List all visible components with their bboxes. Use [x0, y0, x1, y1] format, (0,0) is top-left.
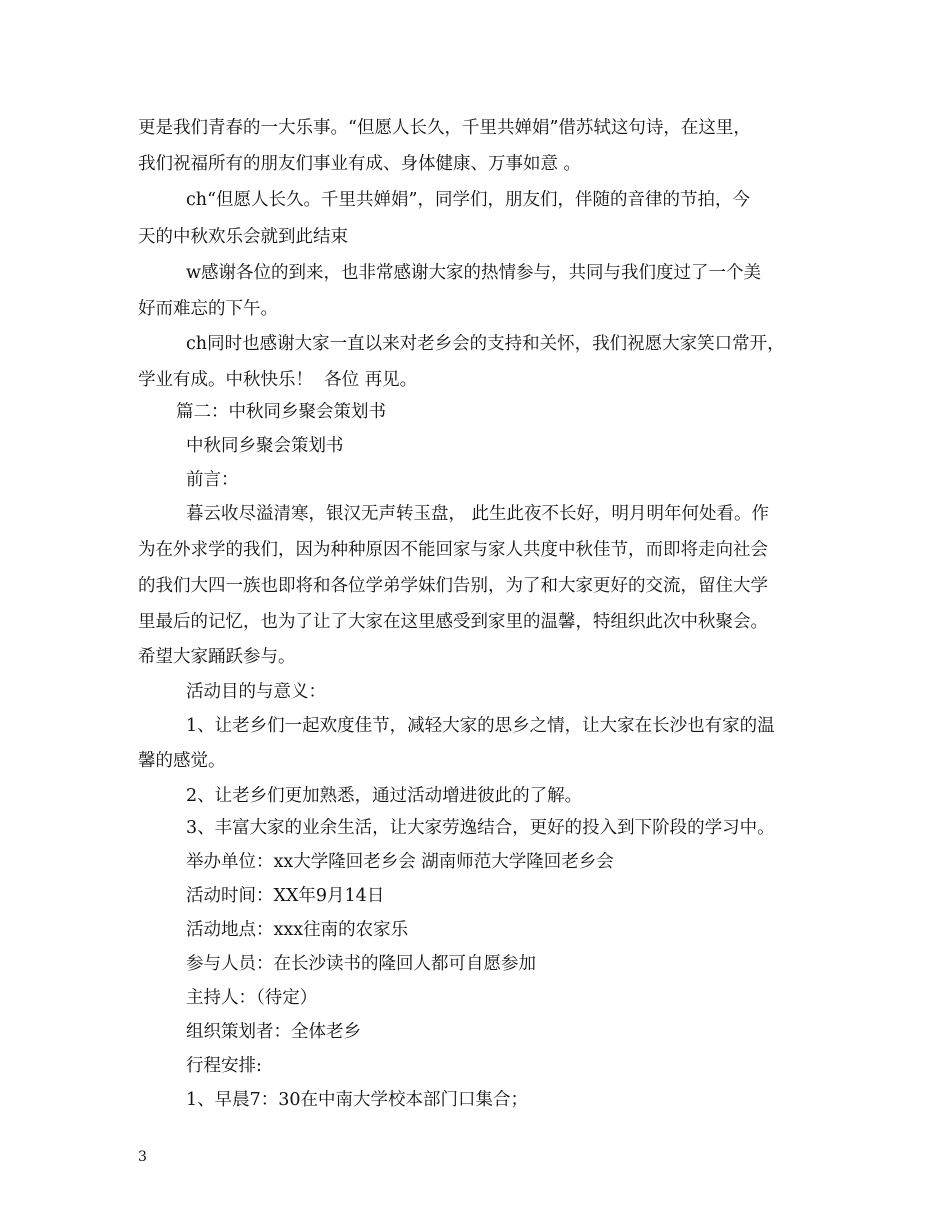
subheading: 前言：	[186, 470, 239, 490]
body-text-line: 里最后的记忆，也为了让了大家在这里感受到家里的温馨，特组织此次中秋聚会。	[138, 612, 768, 632]
section-heading: 篇二：中秋同乡聚会策划书	[176, 402, 386, 422]
info-line: 活动时间：XX年9月14日	[186, 886, 385, 906]
info-line: 参与人员：在长沙读书的隆回人都可自愿参加	[186, 954, 536, 974]
document-title: 中秋同乡聚会策划书	[186, 436, 344, 456]
info-line: 举办单位：xx大学隆回老乡会 湖南师范大学隆回老乡会	[186, 852, 614, 872]
body-text-line: ch“但愿人长久。千里共婵娟”，同学们，朋友们，伴随的音律的节拍，今	[186, 190, 750, 210]
list-item-continuation: 馨的感觉。	[138, 751, 226, 771]
body-text-line: 好而难忘的下午。	[138, 299, 278, 319]
list-item: 1、让老乡们一起欢度佳节，减轻大家的思乡之情，让大家在长沙也有家的温	[186, 716, 775, 736]
body-text-line: 希望大家踊跃参与。	[138, 647, 296, 667]
info-line: 活动地点：xxx往南的农家乐	[186, 920, 409, 940]
body-text-line: w感谢各位的到来，也非常感谢大家的热情参与，共同与我们度过了一个美	[186, 263, 761, 283]
body-text-line: 更是我们青春的一大乐事。“但愿人长久，千里共婵娟”借苏轼这句诗，在这里，	[138, 118, 751, 138]
list-item: 3、丰富大家的业余生活，让大家劳逸结合，更好的投入到下阶段的学习中。	[186, 818, 775, 838]
body-text-line: 我们祝福所有的朋友们事业有成、身体健康、万事如意 。	[138, 154, 582, 174]
body-text-line: 天的中秋欢乐会就到此结束	[138, 227, 348, 247]
list-item: 2、让老乡们更加熟悉，通过活动增进彼此的了解。	[186, 786, 583, 806]
body-text-line: 学业有成。中秋快乐！ 各位 再见。	[138, 370, 418, 390]
body-text-line: 的我们大四一族也即将和各位学弟学妹们告别，为了和大家更好的交流，留住大学	[138, 576, 768, 596]
info-line: 主持人：（待定）	[186, 988, 318, 1008]
subheading: 活动目的与意义：	[186, 682, 326, 702]
body-text-line: 为在外求学的我们，因为种种原因不能回家与家人共度中秋佳节，而即将走向社会	[138, 540, 768, 560]
page-number: 3	[138, 1149, 147, 1165]
body-text-line: 暮云收尽溢清寒，银汉无声转玉盘， 此生此夜不长好，明月明年何处看。作	[186, 504, 770, 524]
info-line: 组织策划者：全体老乡	[186, 1022, 361, 1042]
list-item: 1、早晨7：30在中南大学校本部门口集合；	[186, 1090, 529, 1110]
info-line: 行程安排:	[186, 1056, 262, 1076]
body-text-line: ch同时也感谢大家一直以来对老乡会的支持和关怀，我们祝愿大家笑口常开，	[186, 334, 785, 354]
